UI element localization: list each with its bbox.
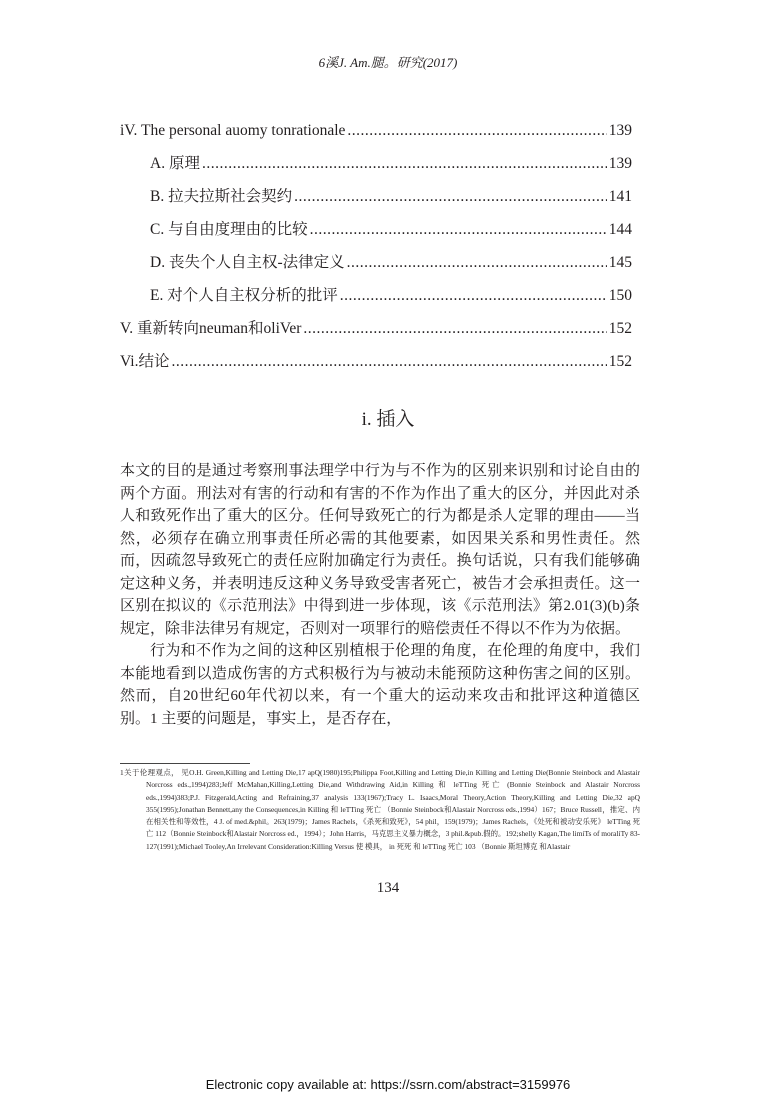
section-heading: i. 插入 (361, 409, 415, 430)
footnote-divider (120, 763, 250, 764)
toc-dot-leader (310, 219, 607, 241)
body-paragraph: 本文的目的是通过考察刑事法理学中行为与不作为的区别来识别和讨论自由的两个方面。刑法对有害的行动和有害的不作为作出了重大的区分，并因此对杀人和致死作出了重大的区分。任何导致死亡的行为都是杀人定罪的理由——当然，必须存在确立刑事责任所必需的其他要素，如因果关系和男性责任。然而，因疏忽导致死亡的责任应附加确定行为责任。换句话说，只有我们能够确定这种义务，并表明违反这种义务导致受害者死亡，被告才会承担责任。这一区别在拟议的《示范刑法》中得到进一步体现，该《示范刑法》第2.01(3)(b)条规定，除非法律另有规定，否则对一项罪行的赔偿责任不得以不作为为依据。 (120, 463, 640, 637)
toc-entry (120, 351, 632, 384)
toc-entry-page: 144 (608, 221, 632, 238)
body-paragraph: 行为和不作为之间的这种区别植根于伦理的角度，在伦理的角度中，我们本能地看到以造成伤害的方式积极行为与被动未能预防这种伤害之间的区别。然而，自20世纪60年代初以来，有一个重大的运动来攻击和批评这种道德区别。1 主要的问题是，事实上，是否存在， (120, 643, 640, 727)
toc-entry (120, 153, 632, 186)
toc-entry-page: 139 (608, 155, 632, 172)
toc-entry (120, 252, 632, 285)
table-of-contents (120, 120, 632, 384)
body-text (120, 460, 640, 730)
toc-entry-page: 145 (608, 254, 632, 271)
toc-entry (120, 186, 632, 219)
toc-entry-page: 152 (608, 353, 632, 370)
toc-dot-leader (303, 318, 606, 340)
toc-entry-page: 141 (608, 188, 632, 205)
toc-entry-label: iV. The personal auomy tonrationale (120, 122, 346, 139)
toc-entry-page: 150 (608, 287, 632, 304)
toc-entry-label: V. 重新转向neuman和oliVer (120, 320, 302, 337)
toc-entry-label: E. 对个人自主权分析的批评 (150, 287, 338, 304)
toc-entry-label: A. 原理 (150, 155, 200, 172)
toc-dot-leader (202, 153, 607, 175)
toc-dot-leader (171, 351, 606, 373)
toc-entry-label: Vi.结论 (120, 353, 170, 370)
ssrn-download-footer: Electronic copy available at: https://ssrn.com/abstract=3159976 (205, 1077, 571, 1092)
page-number: 134 (376, 880, 400, 896)
toc-entry-label: C. 与自由度理由的比较 (150, 221, 308, 238)
toc-entry (120, 285, 632, 318)
toc-entry-page: 152 (608, 320, 632, 337)
toc-entry-label: B. 拉夫拉斯社会契约 (150, 188, 293, 205)
toc-entry-page: 139 (608, 122, 632, 139)
toc-dot-leader (347, 252, 607, 274)
footnote: 1关于伦理观点， 见O.H. Green,Killing and Letting Die,17 apQ(1980)195;Philippa Foot,Killing and Letting Die,in Killing and Letting Die(Bonnie Steinbock and Alastair Norcross eds.,1994)283;Jeff McMahan,Killing,Letting Die,and Withdrawing Aid,in Killing 和 leTTing 死亡 (Bonnie Steinbock and Alastair Norcross eds.,1994)383;P.J. Fitzgerald,Acting and Refraining,37 analysis 133(1967);Tracy L. Isaacs,Moral Theory,Action Theory,Killing and Letting Die,32 apQ 355(1995);Jonathan Bennett,any the Consequences,in Killing 和 leTTing 死亡 （Bonnie Steinbock和Alastair Norcross eds.,1994）167；Bruce Russell，推定、内在相关性和等效性，4 J. of med.&phil。263(1979)；James Rachels，《杀死和致死》，54 phil，159(1979)；James Rachels，《处死和被动安乐死》 leTTing 死亡 112（Bonnie Steinbock和Alastair Norcross ed.，1994）；John Harris，马克思主义暴力概念，3 phil.&pub.假的。192;shelly Kagan,The limiTs of moraliTy 83-127(1991);Michael Tooley,An Irrelevant Consideration:Killing Versus 使 模具， in 死死 和 leTTing 死亡 103 （Bonnie 斯坦博克 和Alastair (120, 768, 640, 851)
toc-entry-label: D. 丧失个人自主权-法律定义 (150, 254, 345, 271)
running-header: 6溪J. Am.腿。研究(2017) (318, 55, 458, 70)
toc-dot-leader (347, 120, 606, 142)
toc-dot-leader (294, 186, 607, 208)
toc-entry (120, 318, 632, 351)
toc-entry (120, 120, 632, 153)
toc-dot-leader (340, 285, 607, 307)
toc-entry (120, 219, 632, 252)
